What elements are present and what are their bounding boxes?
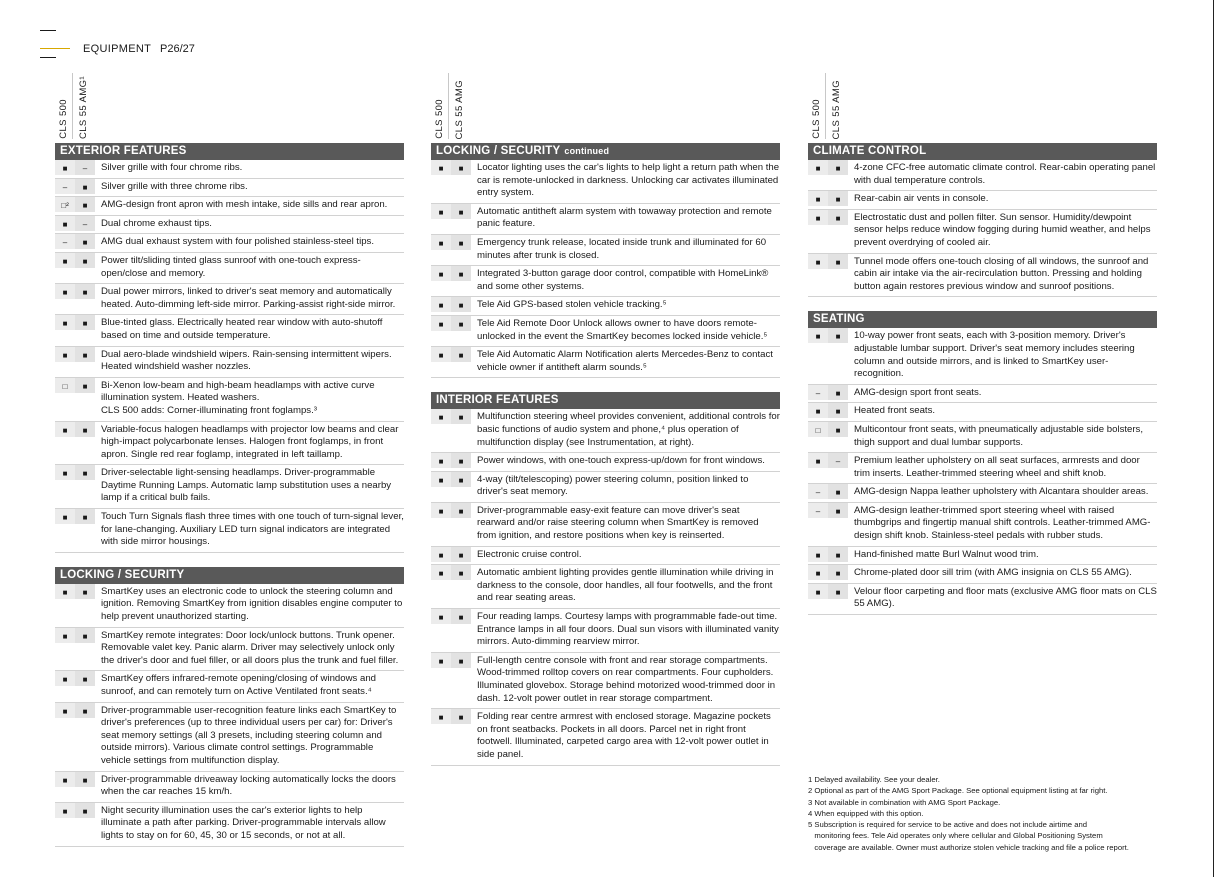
feature-row xyxy=(55,284,404,315)
section-heading xyxy=(808,311,1157,328)
header-rule xyxy=(40,30,56,31)
availability-cls55amg: ■ xyxy=(451,409,471,424)
availability-cls55amg: ■ xyxy=(828,422,848,437)
section-heading xyxy=(431,143,780,160)
feature-text: Chrome-plated door sill trim (with AMG insignia on CLS 55 AMG). xyxy=(854,567,1132,579)
feature-text: Tele Aid Remote Door Unlock allows owner to have doors remote-unlocked in the event the SmartKey becomes locked inside vehicle.⁵ xyxy=(477,317,768,342)
feature-text: Locator lighting uses the car's lights to help light a return path when the car is remote-unlocked in darkness. Unlocking car activates illuminated entry system. xyxy=(477,162,780,199)
feature-text: Multicontour front seats, with pneumatically adjustable side bolsters, thigh support and dual lumbar supports. xyxy=(854,423,1144,448)
availability-cls500: ■ xyxy=(55,315,75,330)
feature-text: AMG-design sport front seats. xyxy=(854,386,982,398)
availability-cls55amg: ■ xyxy=(75,772,95,787)
feature-text: Driver-programmable easy-exit feature can move driver's seat rearward and/or raise steering column when SmartKey is removed from ignition, and restore positions when key is reinserted. xyxy=(477,504,759,542)
feature-text: SmartKey uses an electronic code to unlock the steering column and ignition. Removing SmartKey from ignition disables engine computer to help prevent unauthorized starting. xyxy=(101,585,403,623)
feature-row xyxy=(808,453,1157,484)
availability-cls500: ■ xyxy=(431,204,451,219)
section-heading-text: INTERIOR FEATURES xyxy=(436,394,559,407)
feature-row xyxy=(808,328,1157,384)
feature-text: Full-length centre console with front and rear storage compartments. Wood-trimmed rolltop covers on rear compartments. Four cupholders. Illuminated glovebox. Storage behind motorized wood-trimmed door in dash. 12-volt power outlet in rear storage compartment. xyxy=(477,654,776,704)
feature-row xyxy=(431,266,780,297)
availability-cls55amg: ■ xyxy=(451,347,471,362)
feature-text: Integrated 3-button garage door control, compatible with HomeLink® and some other systems. xyxy=(477,268,769,292)
availability-cls500: ■ xyxy=(431,565,451,580)
availability-cls55amg: ■ xyxy=(828,565,848,580)
availability-cls55amg: ■ xyxy=(75,671,95,686)
feature-row xyxy=(431,653,780,709)
column-middle xyxy=(431,75,780,780)
availability-cls500: – xyxy=(55,234,75,249)
feature-text: Silver grille with three chrome ribs. xyxy=(101,180,248,192)
availability-cls500: ■ xyxy=(808,584,828,599)
availability-cls55amg: ■ xyxy=(451,472,471,487)
model-header-divider xyxy=(448,73,449,139)
availability-cls500: ■ xyxy=(55,584,75,599)
page-number: P26/27 xyxy=(160,43,195,55)
footnote: 4 When equipped with this option. xyxy=(808,808,924,818)
feature-row xyxy=(55,315,404,346)
model-header xyxy=(55,75,404,143)
feature-row xyxy=(55,465,404,509)
feature-row xyxy=(55,216,404,235)
availability-cls55amg: ■ xyxy=(75,465,95,480)
feature-text: AMG-design front apron with mesh intake, side sills and rear apron. xyxy=(101,199,388,211)
feature-text: Touch Turn Signals flash three times with one touch of turn-signal lever, for lane-changing. Auxiliary LED turn signal indicators are integrated with side mirror housings. xyxy=(101,511,404,548)
feature-text: Dual power mirrors, linked to driver's seat memory and automatically heated. Auto-dimming left-side mirror. Parking-assist right-side mirror. xyxy=(101,286,396,310)
feature-row xyxy=(808,160,1157,191)
feature-list xyxy=(808,160,1157,297)
availability-cls55amg: ■ xyxy=(451,547,471,562)
model-header-divider xyxy=(72,73,73,139)
availability-cls55amg: ■ xyxy=(75,197,95,212)
availability-cls500: ■ xyxy=(55,671,75,686)
availability-cls500: ■ xyxy=(55,465,75,480)
availability-cls500: ■ xyxy=(808,160,828,175)
feature-text: 4-way (tilt/telescoping) power steering column, position linked to driver's seat memory. xyxy=(477,473,749,498)
availability-cls55amg: ■ xyxy=(75,234,95,249)
availability-cls55amg: ■ xyxy=(451,709,471,724)
feature-row xyxy=(55,803,404,847)
availability-cls500: ■ xyxy=(808,565,828,580)
feature-row xyxy=(808,210,1157,254)
availability-cls55amg: ■ xyxy=(828,503,848,518)
feature-text: SmartKey offers infrared-remote opening/closing of windows and sunroof, and can remotely turn on Active Ventilated front seats.⁴ xyxy=(101,673,376,697)
feature-text: Variable-focus halogen headlamps with projector low beams and clear high-impact polycarbonate lenses. Halogen front foglamps, in front apron. Single red rear foglamp, integrated in left taillamp. xyxy=(101,423,399,460)
feature-row xyxy=(431,472,780,503)
feature-text: Blue-tinted glass. Electrically heated rear window with auto-shutoff based on time and outside temperature. xyxy=(101,317,383,341)
feature-text: 10-way power front seats, each with 3-position memory. Driver's adjustable lumbar support. Driver's seat memory includes steering column and outside mirrors, and is linked to SmartKey user-recognition. xyxy=(854,330,1135,380)
feature-text: Bi-Xenon low-beam and high-beam headlamps with active curve illumination system. Heated washers. CLS 500 adds: Corner-illuminating front foglamps.³ xyxy=(101,379,375,416)
feature-text: Premium leather upholstery on all seat surfaces, armrests and door trim inserts. Leather-trimmed steering wheel and shift knob. xyxy=(854,455,1140,479)
section-title: EQUIPMENT xyxy=(83,43,152,55)
availability-cls500: ■ xyxy=(431,266,451,281)
model-label-cls55amg: CLS 55 AMG xyxy=(454,79,465,139)
feature-text: Rear-cabin air vents in console. xyxy=(854,193,989,205)
availability-cls55amg: ■ xyxy=(75,253,95,268)
page-header xyxy=(40,30,340,70)
feature-section xyxy=(431,143,780,378)
feature-row xyxy=(55,509,404,553)
section-heading-text: LOCKING / SECURITY xyxy=(60,568,185,581)
availability-cls500: □ xyxy=(808,422,828,437)
availability-cls55amg: ■ xyxy=(75,584,95,599)
section-heading-text: LOCKING / SECURITY xyxy=(436,145,561,157)
feature-text: Tele Aid Automatic Alarm Notification alerts Mercedes-Benz to contact vehicle owner if antitheft alarm sounds.⁵ xyxy=(477,349,773,373)
availability-cls500: ■ xyxy=(808,210,828,225)
availability-cls500: ■ xyxy=(431,347,451,362)
feature-text: AMG dual exhaust system with four polished stainless-steel tips. xyxy=(101,236,375,248)
availability-cls500: ■ xyxy=(431,235,451,250)
feature-text: Silver grille with four chrome ribs. xyxy=(101,162,243,173)
feature-section xyxy=(808,143,1157,297)
section-heading xyxy=(431,392,780,409)
feature-row xyxy=(808,385,1157,404)
feature-list xyxy=(808,328,1157,615)
feature-row xyxy=(808,503,1157,547)
feature-row xyxy=(55,253,404,284)
feature-row xyxy=(808,422,1157,453)
section-heading-text: EXTERIOR FEATURES xyxy=(60,145,187,157)
feature-row xyxy=(55,378,404,422)
feature-text: AMG-design Nappa leather upholstery with Alcantara shoulder areas. xyxy=(854,486,1149,498)
page-edge-line xyxy=(1213,0,1214,877)
availability-cls500: ■ xyxy=(808,254,828,269)
availability-cls55amg: ■ xyxy=(451,204,471,219)
feature-row xyxy=(431,547,780,566)
feature-row xyxy=(431,709,780,765)
footnotes xyxy=(808,774,1168,853)
feature-row xyxy=(808,584,1157,615)
header-rule xyxy=(40,57,56,58)
footnote: 3 Not available in combination with AMG Sport Package. xyxy=(808,797,1001,807)
availability-cls55amg: ■ xyxy=(828,385,848,400)
section-heading xyxy=(55,143,404,160)
feature-list xyxy=(55,160,404,553)
continued-label: continued xyxy=(564,146,610,156)
model-header-divider xyxy=(825,73,826,139)
feature-text: Hand-finished matte Burl Walnut wood trim. xyxy=(854,548,1039,560)
section-heading xyxy=(55,567,404,584)
feature-text: Electronic cruise control. xyxy=(477,548,582,560)
feature-text: Power windows, with one-touch express-up/down for front windows. xyxy=(477,455,765,467)
availability-cls55amg: ■ xyxy=(451,453,471,468)
availability-cls55amg: ■ xyxy=(828,160,848,175)
availability-cls55amg: ■ xyxy=(451,653,471,668)
availability-cls55amg: ■ xyxy=(75,703,95,718)
feature-text: Driver-programmable driveaway locking automatically locks the doors when the car reaches 15 km/h. xyxy=(101,773,396,798)
availability-cls500: ■ xyxy=(55,803,75,818)
feature-row xyxy=(431,204,780,235)
model-header xyxy=(431,75,780,143)
availability-cls55amg: ■ xyxy=(451,503,471,518)
availability-cls500: ■ xyxy=(55,347,75,362)
availability-cls55amg: ■ xyxy=(75,422,95,437)
feature-row xyxy=(431,235,780,266)
column-left xyxy=(55,75,404,861)
availability-cls55amg: – xyxy=(75,216,95,231)
availability-cls55amg: ■ xyxy=(451,235,471,250)
availability-cls55amg: ■ xyxy=(828,191,848,206)
model-header xyxy=(808,75,1157,143)
availability-cls55amg: ■ xyxy=(828,403,848,418)
feature-row xyxy=(808,403,1157,422)
availability-cls500: – xyxy=(808,503,828,518)
availability-cls500: ■ xyxy=(808,328,828,343)
feature-row xyxy=(55,234,404,253)
feature-text: Automatic ambient lighting provides gentle illumination while driving in darkness to the console, door handles, all four footwells, and the front and rear seating areas. xyxy=(477,567,774,604)
availability-cls55amg: ■ xyxy=(828,584,848,599)
availability-cls500: – xyxy=(808,385,828,400)
availability-cls55amg: – xyxy=(828,453,848,468)
feature-row xyxy=(431,160,780,204)
availability-cls55amg: ■ xyxy=(828,328,848,343)
availability-cls500: ■ xyxy=(431,609,451,624)
section-heading-text: CLIMATE CONTROL xyxy=(813,145,927,157)
availability-cls55amg: ■ xyxy=(75,284,95,299)
feature-text: SmartKey remote integrates: Door lock/unlock buttons. Trunk opener. Removable valet key. Panic alarm. Driver may selectively unlock only the driver's door and fuel filler, or all doors plus the trunk and fuel filler. xyxy=(101,629,399,666)
availability-cls500: ■ xyxy=(431,653,451,668)
feature-row xyxy=(55,422,404,466)
feature-row xyxy=(431,316,780,347)
availability-cls55amg: ■ xyxy=(451,609,471,624)
feature-row xyxy=(431,565,780,609)
feature-text: AMG-design leather-trimmed sport steering wheel with raised thumbgrips and fingertip manual shift controls. Leather-trimmed AMG-design shift knob. Stainless-steel pedals with rubber studs. xyxy=(854,504,1151,542)
availability-cls500: □² xyxy=(55,197,75,212)
availability-cls55amg: ■ xyxy=(75,315,95,330)
feature-text: Emergency trunk release, located inside trunk and illuminated for 60 minutes after trunk is closed. xyxy=(477,236,767,261)
availability-cls500: ■ xyxy=(431,472,451,487)
model-label-cls500: CLS 500 xyxy=(811,99,822,139)
feature-row xyxy=(808,484,1157,503)
availability-cls55amg: ■ xyxy=(75,347,95,362)
feature-text: Tele Aid GPS-based stolen vehicle tracking.⁵ xyxy=(477,299,667,311)
feature-row xyxy=(431,297,780,316)
availability-cls500: ■ xyxy=(808,191,828,206)
availability-cls500: □ xyxy=(55,378,75,393)
feature-row xyxy=(431,609,780,653)
feature-row xyxy=(808,191,1157,210)
model-label-cls55amg: CLS 55 AMG¹ xyxy=(78,75,89,139)
feature-row xyxy=(55,772,404,803)
model-label-cls500: CLS 500 xyxy=(434,99,445,139)
availability-cls55amg: ■ xyxy=(451,297,471,312)
feature-row xyxy=(55,584,404,628)
availability-cls500: ■ xyxy=(55,422,75,437)
availability-cls55amg: ■ xyxy=(828,210,848,225)
availability-cls55amg: ■ xyxy=(828,484,848,499)
feature-list xyxy=(55,584,404,847)
feature-text: Four reading lamps. Courtesy lamps with programmable fade-out time. Entrance lamps in all four doors. Dual sun visors with illuminated vanity mirrors. Auto-dimming rearview mirror. xyxy=(477,611,779,648)
feature-row xyxy=(55,179,404,198)
feature-text: Multifunction steering wheel provides convenient, additional controls for basic functions of audio system and phone,⁴ plus operation of multifunction display (see Instrumentation, at right). xyxy=(477,411,780,448)
feature-text: Dual chrome exhaust tips. xyxy=(101,217,212,229)
availability-cls55amg: ■ xyxy=(75,509,95,524)
feature-row xyxy=(55,671,404,702)
availability-cls500: ■ xyxy=(55,509,75,524)
availability-cls500: ■ xyxy=(55,216,75,231)
availability-cls500: ■ xyxy=(431,297,451,312)
footnote: 1 Delayed availability. See your dealer. xyxy=(808,775,940,784)
availability-cls500: ■ xyxy=(431,453,451,468)
availability-cls55amg: ■ xyxy=(75,628,95,643)
section-heading-text: SEATING xyxy=(813,313,865,326)
availability-cls500: ■ xyxy=(431,160,451,175)
feature-text: Electrostatic dust and pollen filter. Sun sensor. Humidity/dewpoint sensor helps reduce window fogging during humid weather, and helps prevent overdrying of cooled air. xyxy=(854,211,1151,248)
availability-cls55amg: ■ xyxy=(75,179,95,194)
feature-row xyxy=(808,254,1157,298)
availability-cls500: ■ xyxy=(431,316,451,331)
feature-text: Heated front seats. xyxy=(854,405,936,417)
feature-text: Power tilt/sliding tinted glass sunroof with one-touch express-open/close and memory. xyxy=(101,254,361,279)
availability-cls500: ■ xyxy=(431,409,451,424)
feature-text: Velour floor carpeting and floor mats (exclusive AMG floor mats on CLS 55 AMG). xyxy=(854,585,1157,610)
availability-cls500: ■ xyxy=(808,403,828,418)
feature-row xyxy=(808,565,1157,584)
availability-cls500: ■ xyxy=(431,547,451,562)
feature-text: Dual aero-blade windshield wipers. Rain-sensing intermittent wipers. Heated windshield washer nozzles. xyxy=(101,348,392,373)
footnote: 2 Optional as part of the AMG Sport Package. See optional equipment listing at far right. xyxy=(808,786,1108,796)
section-heading xyxy=(808,143,1157,160)
feature-row xyxy=(55,197,404,216)
feature-row xyxy=(808,547,1157,566)
availability-cls500: – xyxy=(808,484,828,499)
availability-cls55amg: – xyxy=(75,160,95,175)
availability-cls500: ■ xyxy=(55,772,75,787)
availability-cls500: ■ xyxy=(431,503,451,518)
availability-cls500: ■ xyxy=(808,547,828,562)
column-right xyxy=(808,75,1157,629)
availability-cls55amg: ■ xyxy=(451,565,471,580)
availability-cls55amg: ■ xyxy=(451,316,471,331)
feature-row xyxy=(431,347,780,378)
feature-row xyxy=(431,453,780,472)
feature-text: Tunnel mode offers one-touch closing of all windows, the sunroof and cabin air intake via the air-recirculation button. Pressing and holding button again restores previous window and sunroof positions. xyxy=(854,255,1149,292)
feature-section xyxy=(55,567,404,847)
availability-cls500: ■ xyxy=(55,703,75,718)
model-label-cls55amg: CLS 55 AMG xyxy=(831,79,842,139)
feature-row xyxy=(55,703,404,772)
availability-cls500: ■ xyxy=(431,709,451,724)
availability-cls500: ■ xyxy=(808,453,828,468)
availability-cls500: ■ xyxy=(55,284,75,299)
feature-text: Automatic antitheft alarm system with towaway protection and remote panic feature. xyxy=(477,205,772,230)
footnote: 5 Subscription is required for service to be active and does not include airtime and monitoring fees. Tele Aid operates only where cellular and Global Positioning System coverage are available. Owner must authorize stolen vehicle tracking and file a police report. xyxy=(808,820,1129,852)
availability-cls55amg: ■ xyxy=(75,378,95,393)
availability-cls55amg: ■ xyxy=(451,266,471,281)
header-accent-rule xyxy=(40,48,70,49)
availability-cls500: ■ xyxy=(55,253,75,268)
feature-text: Driver-selectable light-sensing headlamps. Driver-programmable Daytime Running Lamps. Automatic lamp substitution uses a nearby lamp if a critical bulb fails. xyxy=(101,467,392,504)
feature-text: Night security illumination uses the car's exterior lights to help illuminate a path after parking. Driver-programmable intervals allow lights to stay on for 60, 45, 30 or 15 seconds, or not at all. xyxy=(101,804,386,841)
feature-section xyxy=(55,143,404,553)
feature-row xyxy=(431,409,780,453)
availability-cls55amg: ■ xyxy=(828,254,848,269)
availability-cls55amg: ■ xyxy=(75,803,95,818)
feature-row xyxy=(55,160,404,179)
availability-cls55amg: ■ xyxy=(828,547,848,562)
feature-list xyxy=(431,160,780,378)
model-label-cls500: CLS 500 xyxy=(58,99,69,139)
feature-section xyxy=(808,311,1157,615)
availability-cls500: ■ xyxy=(55,160,75,175)
feature-text: 4-zone CFC-free automatic climate control. Rear-cabin operating panel with dual temperature controls. xyxy=(854,162,1156,186)
feature-text: Folding rear centre armrest with enclosed storage. Magazine pockets on front seatbacks. Pockets in all doors. Parcel net in right front footwell. Illuminated, carpeted cargo area with 12-volt power outlet in side panel. xyxy=(477,711,771,760)
feature-text: Driver-programmable user-recognition feature links each SmartKey to driver's preferences (up to three individual users per car) for: Driver's seat memory settings (all 3 presets, including steering column and outside mirrors). Various climate control settings. Programmable vehicle settings from multifunction display. xyxy=(101,704,397,766)
availability-cls500: ■ xyxy=(55,628,75,643)
feature-row xyxy=(55,347,404,378)
feature-row xyxy=(431,503,780,547)
feature-list xyxy=(431,409,780,765)
feature-row xyxy=(55,628,404,672)
availability-cls500: – xyxy=(55,179,75,194)
availability-cls55amg: ■ xyxy=(451,160,471,175)
feature-section xyxy=(431,392,780,765)
